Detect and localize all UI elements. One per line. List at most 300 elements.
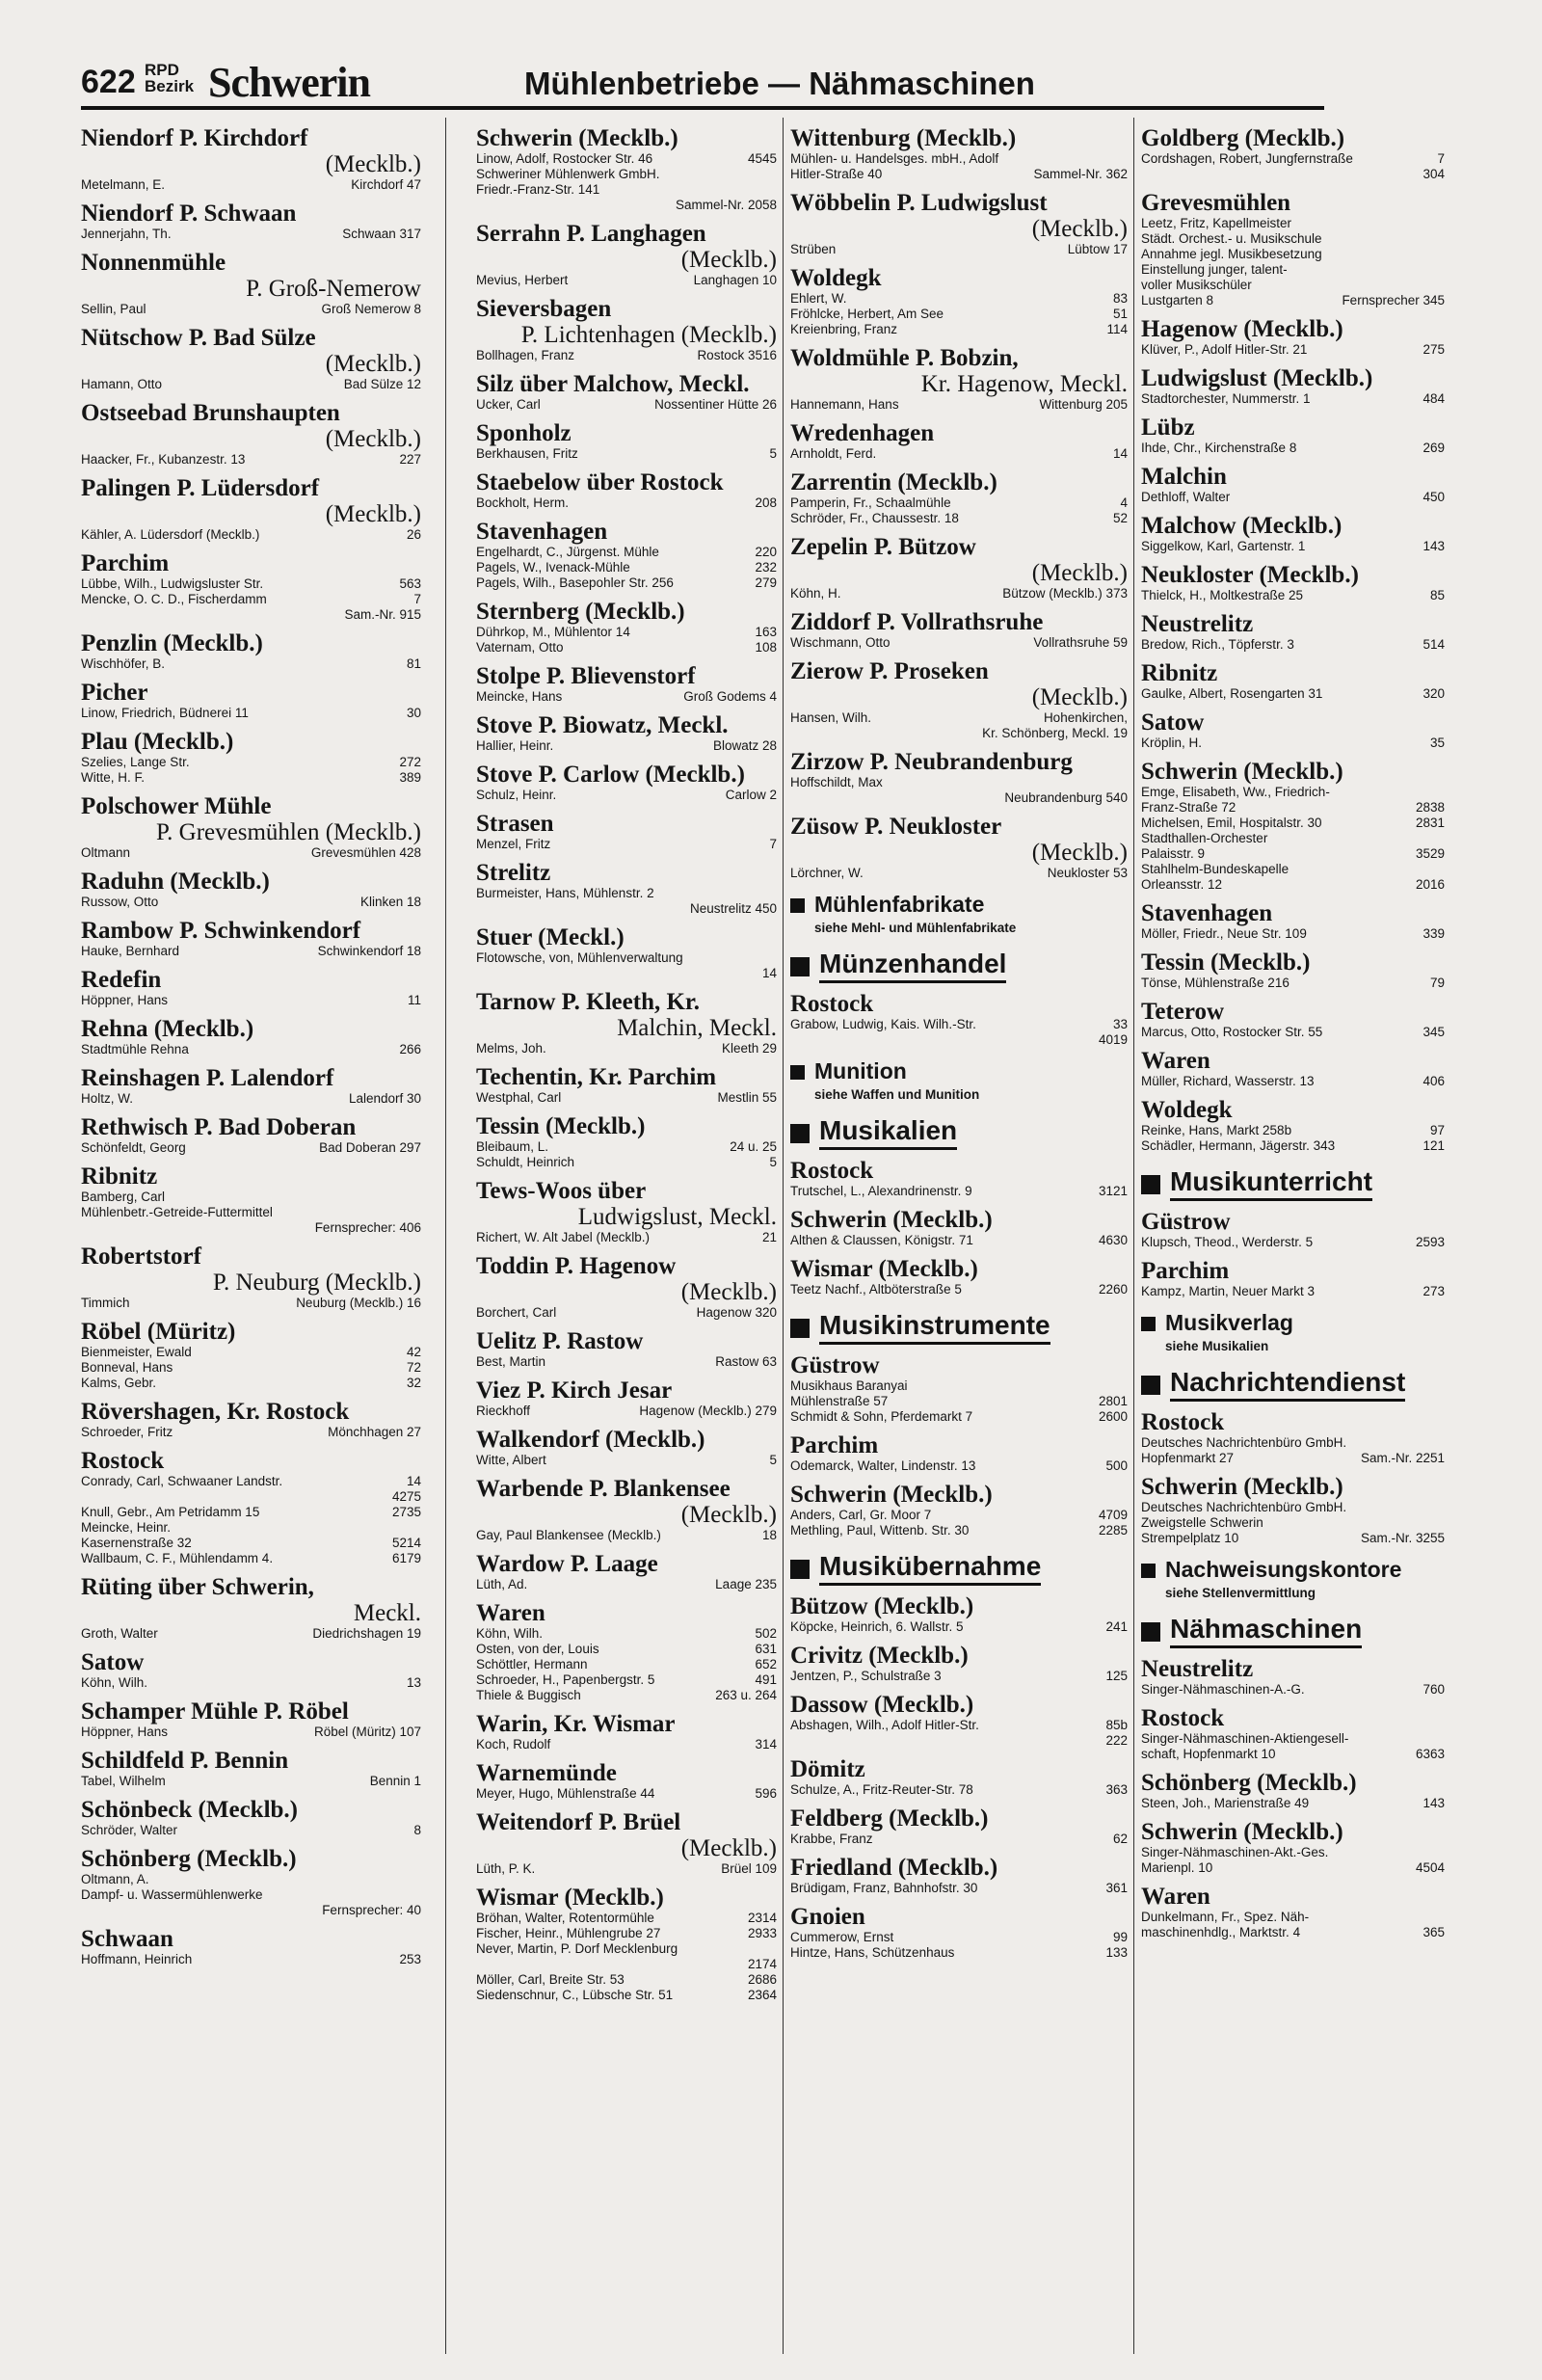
listing-entry (81, 1520, 421, 1536)
listing-entry (476, 837, 777, 852)
listing-number: 32 (406, 1376, 421, 1390)
listing-number: 35 (1429, 735, 1445, 750)
listing-entry (81, 1345, 421, 1360)
place-name: Staebelow über Rostock (476, 469, 724, 495)
place-heading (81, 1649, 421, 1675)
listing-number: 14 (1112, 446, 1128, 461)
listing-number: Vollrathsruhe 59 (1033, 635, 1128, 650)
listing-entry (790, 397, 1128, 413)
listing-number: Fernsprecher: 40 (322, 1903, 421, 1917)
place-name: Reinshagen P. Lalendorf (81, 1065, 334, 1091)
place-heading (1141, 464, 1445, 490)
listing-entry (1141, 342, 1445, 358)
listing-number: 314 (755, 1737, 777, 1752)
listing-number: Mönchhagen 27 (328, 1425, 421, 1439)
listing-name: Sellin, Paul (81, 302, 146, 316)
listing-entry (1141, 1451, 1445, 1466)
listing-number: 5214 (391, 1536, 421, 1550)
listing-name: Bienmeister, Ewald (81, 1345, 192, 1359)
listing-name: Gaulke, Albert, Rosengarten 31 (1141, 686, 1323, 701)
listing-entry (476, 495, 777, 511)
listing-name: Müller, Richard, Wasserstr. 13 (1141, 1074, 1315, 1088)
listing-entry (476, 1155, 777, 1170)
listing-entry (81, 1903, 421, 1918)
place-name: Tews-Woos über (476, 1178, 647, 1204)
listing-number: 14 (406, 1474, 421, 1488)
place-name: Crivitz (Mecklb.) (790, 1643, 969, 1669)
listing-number: Lübtow 17 (1067, 242, 1128, 256)
listing-entry (476, 151, 777, 167)
listing-number: 5 (769, 446, 777, 461)
place-name: Robertstorf (81, 1243, 201, 1270)
listing-number: 2016 (1415, 877, 1445, 892)
place-heading (1141, 900, 1445, 926)
listing-entry (476, 1642, 777, 1657)
listing-number: 81 (406, 656, 421, 671)
place-heading (790, 1805, 1128, 1832)
listing-number: 275 (1422, 342, 1445, 357)
listing-name: Singer-Nähmaschinen-Aktiengesell- (1141, 1731, 1349, 1746)
listing-name: Knull, Gebr., Am Petridamm 15 (81, 1505, 260, 1519)
place-name: Stolpe P. Blievenstorf (476, 663, 696, 689)
listing-number: 21 (761, 1230, 777, 1244)
listing-entry (81, 1505, 421, 1520)
place-heading (476, 296, 777, 348)
listing-name: Mencke, O. C. D., Fischerdamm (81, 592, 267, 606)
listing-name: Bonneval, Hans (81, 1360, 173, 1375)
listing-name: Methling, Paul, Wittenb. Str. 30 (790, 1523, 970, 1538)
listing-number: Klinken 18 (359, 895, 421, 909)
place-name: Wardow P. Laage (476, 1551, 658, 1577)
listing-name: Russow, Otto (81, 895, 159, 909)
listing-number: 4275 (391, 1489, 421, 1504)
place-heading (81, 1243, 421, 1296)
listing-number: 2686 (747, 1972, 777, 1987)
listing-entry (476, 1988, 777, 2003)
listing-entry (1141, 1500, 1445, 1515)
place-name: Züsow P. Neukloster (790, 814, 1002, 840)
listing-number: 652 (755, 1657, 777, 1671)
listing-name: Schroeder, Fritz (81, 1425, 173, 1439)
listing-number (1439, 1910, 1445, 1925)
listing-name: Höppner, Hans (81, 993, 169, 1007)
place-name: Rövershagen, Kr. Rostock (81, 1399, 350, 1425)
listing-name: Ucker, Carl (476, 397, 541, 412)
listing-name: Pamperin, Fr., Schaalmühle (790, 495, 951, 510)
listing-name: Schulz, Heinr. (476, 788, 557, 802)
place-heading (790, 1756, 1128, 1782)
place-heading (1141, 1819, 1445, 1845)
listing-entry (790, 1032, 1128, 1048)
listing-name: Annahme jegl. Musikbesetzung (1141, 247, 1322, 261)
listing-entry (476, 575, 777, 591)
listing-entry (790, 511, 1128, 526)
listing-name: Strempelplatz 10 (1141, 1531, 1239, 1545)
place-continuation: (Mecklb.) (1031, 684, 1128, 710)
listing-entry (476, 901, 777, 917)
listing-name: Mühlen- u. Handelsges. mbH., Adolf (790, 151, 999, 166)
category-heading (790, 893, 1128, 917)
listing-number (1439, 1515, 1445, 1531)
category-title: Musikunterricht (1170, 1165, 1372, 1201)
listing-number (1439, 231, 1445, 247)
place-name: Parchim (790, 1432, 879, 1458)
place-name: Schwerin (Mecklb.) (790, 1207, 993, 1233)
listing-entry (476, 1577, 777, 1592)
place-heading (1141, 1097, 1445, 1123)
listing-number: 514 (1422, 637, 1445, 652)
place-heading (476, 1711, 777, 1737)
listing-name: Hauke, Bernhard (81, 944, 180, 958)
listing-name: Timmich (81, 1296, 130, 1310)
place-heading (1141, 1258, 1445, 1284)
place-heading (476, 420, 777, 446)
listing-number: 133 (1105, 1945, 1128, 1960)
listing-number (1439, 1845, 1445, 1860)
listing-entry (1141, 800, 1445, 816)
listing-number: 3529 (1415, 846, 1445, 861)
listing-name: Siedenschnur, C., Lübsche Str. 51 (476, 1988, 674, 2002)
listing-entry (81, 527, 421, 543)
listing-entry (790, 242, 1128, 257)
listing-entry (476, 640, 777, 655)
place-continuation: P. Grevesmühlen (Mecklb.) (156, 819, 421, 845)
listing-entry (1141, 216, 1445, 231)
listing-entry (476, 1528, 777, 1543)
listing-number (415, 1520, 421, 1536)
listing-entry (81, 656, 421, 672)
listing-number: 108 (755, 640, 777, 655)
listing-entry (1141, 1860, 1445, 1876)
listing-name: Odemarck, Walter, Lindenstr. 13 (790, 1458, 976, 1473)
place-name: Toddin P. Hagenow (476, 1253, 677, 1279)
listing-name: Schädler, Hermann, Jägerstr. 343 (1141, 1138, 1336, 1153)
listing-entry (81, 607, 421, 623)
listing-name: Meyer, Hugo, Mühlenstraße 44 (476, 1786, 655, 1801)
listing-number: 491 (755, 1672, 777, 1687)
place-heading (81, 967, 421, 993)
listing-entry (790, 1017, 1128, 1032)
listing-entry (790, 1508, 1128, 1523)
listing-entry (476, 1626, 777, 1642)
listing-name: Tönse, Mühlenstraße 216 (1141, 976, 1289, 990)
listing-number: 62 (1112, 1832, 1128, 1846)
listing-name: Siggelkow, Karl, Gartenstr. 1 (1141, 539, 1306, 553)
listing-name: Emge, Elisabeth, Ww., Friedrich- (1141, 785, 1330, 799)
listing-number: 11 (407, 993, 421, 1007)
listing-entry (790, 1394, 1128, 1409)
listing-name: Schmidt & Sohn, Pferdemarkt 7 (790, 1409, 973, 1424)
listing-entry (476, 1941, 777, 1957)
place-heading (476, 1760, 777, 1786)
place-heading (81, 1114, 421, 1140)
listing-number: 4504 (1415, 1860, 1445, 1875)
listing-number: 361 (1105, 1881, 1128, 1895)
listing-name: Einstellung junger, talent- (1141, 262, 1288, 277)
place-heading (1141, 1409, 1445, 1435)
listing-number: 263 u. 264 (715, 1688, 777, 1702)
place-heading (476, 519, 777, 545)
listing-number: 365 (1422, 1925, 1445, 1939)
place-heading (81, 1797, 421, 1823)
listing-name: Stadtmühle Rehna (81, 1042, 189, 1056)
listing-entry (790, 1233, 1128, 1248)
listing-entry (790, 151, 1128, 167)
place-heading (1141, 125, 1445, 151)
listing-number: Sammel-Nr. 2058 (675, 198, 777, 212)
place-heading (1141, 316, 1445, 342)
place-name: Rüting über Schwerin, (81, 1574, 314, 1600)
place-heading (790, 1593, 1128, 1619)
category-heading (1141, 1311, 1445, 1335)
listing-entry (1141, 539, 1445, 554)
listing-name: Borchert, Carl (476, 1305, 557, 1320)
listing-number: Bad Sülze 12 (343, 377, 421, 391)
listing-entry (476, 1737, 777, 1752)
place-name: Lübz (1141, 414, 1195, 441)
listing-name: Lüth, P. K. (476, 1861, 536, 1876)
listing-name: Höppner, Hans (81, 1725, 169, 1739)
listing-entry (81, 1887, 421, 1903)
listing-number: 269 (1422, 441, 1445, 455)
listing-name: Fischer, Heinr., Mühlengrube 27 (476, 1926, 661, 1940)
place-name: Röbel (Müritz) (81, 1319, 236, 1345)
listing-entry (790, 1930, 1128, 1945)
listing-entry (476, 1688, 777, 1703)
listing-name: Gay, Paul Blankensee (Mecklb.) (476, 1528, 661, 1542)
listing-number: 97 (1429, 1123, 1445, 1137)
listing-entry (1141, 1515, 1445, 1531)
place-heading (476, 1427, 777, 1453)
page-number: 622 (81, 64, 136, 100)
listing-number: 2600 (1098, 1409, 1128, 1424)
listing-name: Jennerjahn, Th. (81, 227, 172, 241)
listing-number (1439, 1435, 1445, 1451)
category-bullet-icon (790, 1560, 810, 1579)
place-name: Stove P. Biowatz, Meckl. (476, 712, 729, 738)
place-heading (476, 1809, 777, 1861)
listing-entry (1141, 231, 1445, 247)
place-heading (790, 1904, 1128, 1930)
listing-name: Dunkelmann, Fr., Spez. Näh- (1141, 1910, 1310, 1924)
category-bullet-icon (1141, 1175, 1160, 1194)
listing-number: Neuburg (Mecklb.) 16 (296, 1296, 421, 1310)
listing-entry (476, 167, 777, 182)
page-header (81, 58, 1324, 106)
listing-entry (1141, 1025, 1445, 1040)
listing-number (771, 182, 777, 198)
listing-entry (476, 689, 777, 705)
listing-entry (790, 1782, 1128, 1798)
listing-number: 2735 (391, 1505, 421, 1519)
place-heading (790, 658, 1128, 710)
place-name: Woldmühle P. Bobzin, (790, 345, 1019, 371)
listing-name: Schröder, Fr., Chaussestr. 18 (790, 511, 959, 525)
listing-entry (476, 738, 777, 754)
listing-number (1439, 862, 1445, 877)
listing-entry (81, 944, 421, 959)
listing-entry (790, 1945, 1128, 1961)
listing-entry (81, 1376, 421, 1391)
listing-entry (476, 966, 777, 981)
listing-number: Lalendorf 30 (348, 1091, 421, 1106)
listing-entry (1141, 1123, 1445, 1138)
listing-name: Pagels, W., Ivenack-Mühle (476, 560, 630, 575)
listing-entry (790, 1718, 1128, 1733)
place-name: Sponholz (476, 420, 572, 446)
category-bullet-icon (790, 1319, 810, 1338)
place-name: Rethwisch P. Bad Doberan (81, 1114, 357, 1140)
place-heading (790, 265, 1128, 291)
place-heading (790, 609, 1128, 635)
place-heading (1141, 1884, 1445, 1910)
listing-entry (1141, 490, 1445, 505)
listing-number: Groß Godems 4 (683, 689, 777, 704)
category-crossref: siehe Stellenvermittlung (1165, 1586, 1316, 1600)
place-heading (81, 1748, 421, 1774)
listing-number: 14 (761, 966, 777, 980)
listing-entry (81, 1425, 421, 1440)
place-heading (790, 1352, 1128, 1378)
listing-entry (81, 1042, 421, 1057)
listing-name: Dührkop, M., Mühlentor 14 (476, 625, 630, 639)
listing-number (1439, 262, 1445, 278)
listing-entry (476, 1139, 777, 1155)
listing-entry (790, 446, 1128, 462)
listing-number: 2593 (1415, 1235, 1445, 1249)
place-name: Walkendorf (Mecklb.) (476, 1427, 705, 1453)
listing-entry (1141, 278, 1445, 293)
listing-entry (790, 1378, 1128, 1394)
listing-number (1439, 278, 1445, 293)
listing-name: Köhn, Wilh. (81, 1675, 148, 1690)
listing-name: Richert, W. Alt Jabel (Mecklb.) (476, 1230, 651, 1244)
listing-name: Hintze, Hans, Schützenhaus (790, 1945, 955, 1960)
listing-entry (1141, 877, 1445, 893)
listing-name: Groth, Walter (81, 1626, 158, 1641)
listing-name: Franz-Straße 72 (1141, 800, 1236, 815)
listing-number: 2838 (1415, 800, 1445, 815)
listing-entry (476, 1926, 777, 1941)
listing-name: Bröhan, Walter, Rotentormühle (476, 1911, 654, 1925)
place-heading (81, 729, 421, 755)
place-name: Schönberg (Mecklb.) (81, 1846, 297, 1872)
place-heading (476, 860, 777, 886)
place-heading (790, 991, 1128, 1017)
listing-entry (81, 1474, 421, 1489)
listing-number: 121 (1422, 1138, 1445, 1153)
category-heading (790, 1550, 1128, 1586)
listing-number: Hagenow 320 (696, 1305, 777, 1320)
column-2 (476, 118, 777, 2364)
place-heading (81, 1065, 421, 1091)
listing-name: Trutschel, L., Alexandrinenstr. 9 (790, 1184, 972, 1198)
listing-entry (790, 167, 1128, 182)
place-name: Warbende P. Blankensee (476, 1476, 731, 1502)
listing-number: 8 (413, 1823, 421, 1837)
listing-number (1122, 1378, 1128, 1394)
place-heading (1141, 709, 1445, 735)
place-continuation: Meckl. (353, 1600, 421, 1626)
place-name: Tessin (Mecklb.) (476, 1113, 646, 1139)
listing-entry (790, 1282, 1128, 1297)
listing-entry (476, 1230, 777, 1245)
listing-name: Osten, von der, Louis (476, 1642, 599, 1656)
listing-number: 7 (769, 837, 777, 851)
place-name: Ostseebad Brunshaupten (81, 400, 340, 426)
listing-entry (1141, 785, 1445, 800)
place-name: Palingen P. Lüdersdorf (81, 475, 320, 501)
category-title: Nachrichtendienst (1170, 1366, 1405, 1402)
place-name: Viez P. Kirch Jesar (476, 1377, 673, 1404)
category-title: Musikübernahme (819, 1550, 1041, 1586)
listing-entry (81, 1205, 421, 1220)
listing-entry (81, 377, 421, 392)
listing-name: Dethloff, Walter (1141, 490, 1231, 504)
listing-name: Palaisstr. 9 (1141, 846, 1206, 861)
place-name: Satow (81, 1649, 145, 1675)
listing-name: maschinenhdlg., Marktstr. 4 (1141, 1925, 1301, 1939)
listing-number: Grevesmühlen 428 (310, 845, 421, 860)
listing-number: 72 (406, 1360, 421, 1375)
listing-number: Bad Doberan 297 (319, 1140, 421, 1155)
listing-entry (476, 545, 777, 560)
place-heading (81, 325, 421, 377)
listing-name: Never, Martin, P. Dorf Mecklenburg (476, 1941, 678, 1956)
place-continuation: (Mecklb.) (325, 351, 421, 377)
listing-entry (790, 866, 1128, 881)
place-name: Stavenhagen (476, 519, 608, 545)
listing-number: 7 (413, 592, 421, 606)
category-title: Mühlenfabrikate (814, 892, 985, 917)
listing-name: Deutsches Nachrichtenbüro GmbH. (1141, 1435, 1347, 1450)
place-name: Waren (476, 1600, 545, 1626)
place-heading (790, 1855, 1128, 1881)
listing-name: Althen & Claussen, Königstr. 71 (790, 1233, 973, 1247)
listing-entry (790, 1409, 1128, 1425)
place-heading (81, 1846, 421, 1872)
listing-name: Tabel, Wilhelm (81, 1774, 166, 1788)
listing-name: Schulze, A., Fritz-Reuter-Str. 78 (790, 1782, 973, 1797)
place-name: Tarnow P. Kleeth, Kr. (476, 989, 700, 1015)
listing-number: Hagenow (Mecklb.) 279 (639, 1404, 777, 1418)
listing-name: Jentzen, P., Schulstraße 3 (790, 1669, 942, 1683)
listing-entry (1141, 441, 1445, 456)
listing-number: 13 (406, 1675, 421, 1690)
listing-entry (81, 1140, 421, 1156)
column-1 (81, 118, 421, 2364)
listing-entry (81, 302, 421, 317)
place-heading (81, 630, 421, 656)
listing-name: Hitler-Straße 40 (790, 167, 883, 181)
listing-name: Schönfeldt, Georg (81, 1140, 186, 1155)
listing-entry (790, 291, 1128, 307)
bezirk-text: Bezirk (145, 77, 195, 95)
listing-number: Fernsprecher 345 (1342, 293, 1445, 308)
listing-entry (476, 348, 777, 363)
listing-entry (1141, 686, 1445, 702)
listing-name: Anders, Carl, Gr. Moor 7 (790, 1508, 932, 1522)
place-heading (1141, 611, 1445, 637)
listing-entry (476, 182, 777, 198)
listing-number (1439, 247, 1445, 262)
place-name: Hagenow (Mecklb.) (1141, 316, 1343, 342)
place-heading (1141, 949, 1445, 976)
place-continuation: Kr. Hagenow, Meckl. (920, 371, 1128, 397)
place-name: Plau (Mecklb.) (81, 729, 234, 755)
place-name: Zierow P. Proseken (790, 658, 989, 684)
listing-entry (1141, 1731, 1445, 1747)
